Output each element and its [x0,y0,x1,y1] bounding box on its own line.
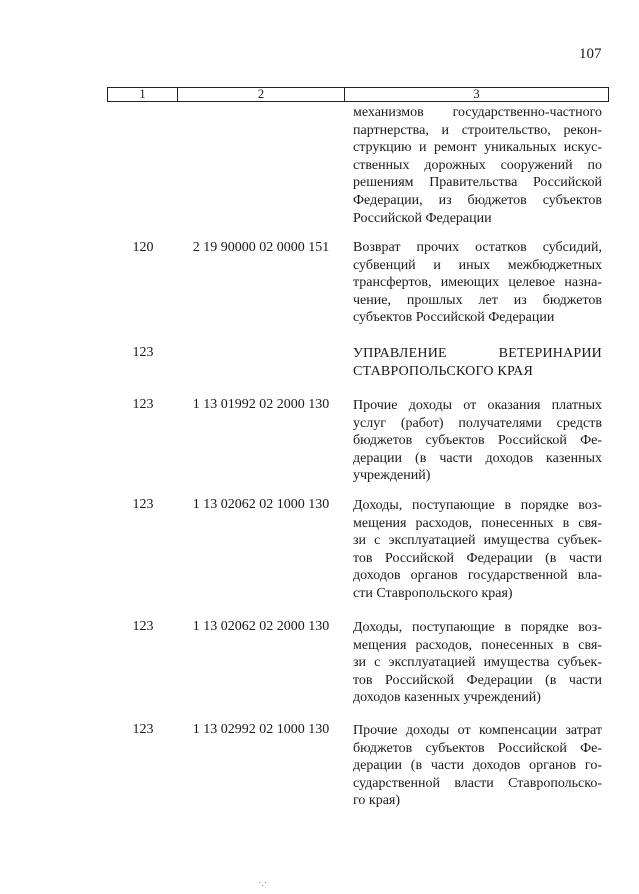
row-admin-code: 123 [132,619,154,634]
text-line: сударственной власти Ставропольско- [353,775,602,791]
text-line: го края) [353,793,401,809]
text-line: доходов органов государственной вла- [353,568,602,584]
text-line: решениям Правительства Российской [353,175,602,191]
text-line: учреждений) [353,468,431,484]
row-budget-code: 1 13 02992 02 1000 130 [192,722,330,737]
table-header [107,87,609,102]
header-col-3: 3 [473,87,480,101]
row-description [353,239,602,327]
header-col-2: 2 [178,88,345,101]
row-description [353,619,602,707]
text-line: чение, прошлых лет из бюджетов [353,292,602,308]
section-heading [353,345,602,380]
row-admin-code: 120 [132,240,154,255]
text-line: бюджетов субъектов Российской Фе- [353,433,602,449]
text-line: ственных дорожных сооружений по [353,157,602,173]
row-admin-code: 123 [132,397,154,412]
header-col-1: 1 [108,88,178,101]
heading-line: СТАВРОПОЛЬСКОГО КРАЯ [353,363,533,379]
text-line: механизмов государственно-частного [353,105,602,120]
text-line: тов Российской Федерации (в части [353,672,602,688]
row-budget-code: 1 13 02062 02 1000 130 [192,497,330,512]
row-budget-code: 2 19 90000 02 0000 151 [192,240,330,255]
text-line: Прочие доходы от компенсации затрат [353,723,602,738]
text-line: Федерации, из бюджетов субъектов [353,192,602,208]
text-line: Доходы, поступающие в порядке воз- [353,620,602,635]
row-admin-code: 123 [132,345,154,360]
text-line: зи с эксплуатацией имущества субъек- [353,655,602,671]
text-line: Возврат прочих остатков субсидий, [353,240,602,255]
text-line: субвенций и иных межбюджетных [353,257,602,273]
text-line: дерации (в части доходов органов го- [353,758,602,774]
heading-line: УПРАВЛЕНИЕ ВЕТЕРИНАРИИ [353,346,602,361]
text-line: трансфертов, имеющих целевое назна- [353,275,602,291]
row-description [353,397,602,485]
continuation-text [353,104,602,227]
text-line: зи с эксплуатацией имущества субъек- [353,533,602,549]
text-line: доходов казенных учреждений) [353,690,541,706]
row-budget-code: 1 13 02062 02 2000 130 [192,619,330,634]
text-line: субъектов Российской Федерации [353,310,555,326]
text-line: дерации (в части доходов казенных [353,450,602,466]
row-admin-code: 123 [132,497,154,512]
text-line: Доходы, поступающие в порядке воз- [353,498,602,513]
text-line: мещения расходов, понесенных в свя- [353,515,602,531]
row-budget-code: 1 13 01992 02 2000 130 [192,397,330,412]
scan-speck: ·.· [258,878,268,889]
row-description [353,722,602,810]
text-line: услуг (работ) получателями средств [353,415,602,431]
row-description [353,497,602,603]
text-line: бюджетов субъектов Российской Фе- [353,740,602,756]
row-admin-code: 123 [132,722,154,737]
text-line: тов Российской Федерации (в части [353,550,602,566]
text-line: партнерства, и строительство, рекон- [353,122,602,138]
page-number: 107 [579,46,602,62]
text-line: Российской Федерации [353,210,492,226]
text-line: сти Ставропольского края) [353,585,513,601]
text-line: струкцию и ремонт уникальных искус- [353,140,602,156]
text-line: Прочие доходы от оказания платных [353,398,602,413]
text-line: мещения расходов, понесенных в свя- [353,637,602,653]
